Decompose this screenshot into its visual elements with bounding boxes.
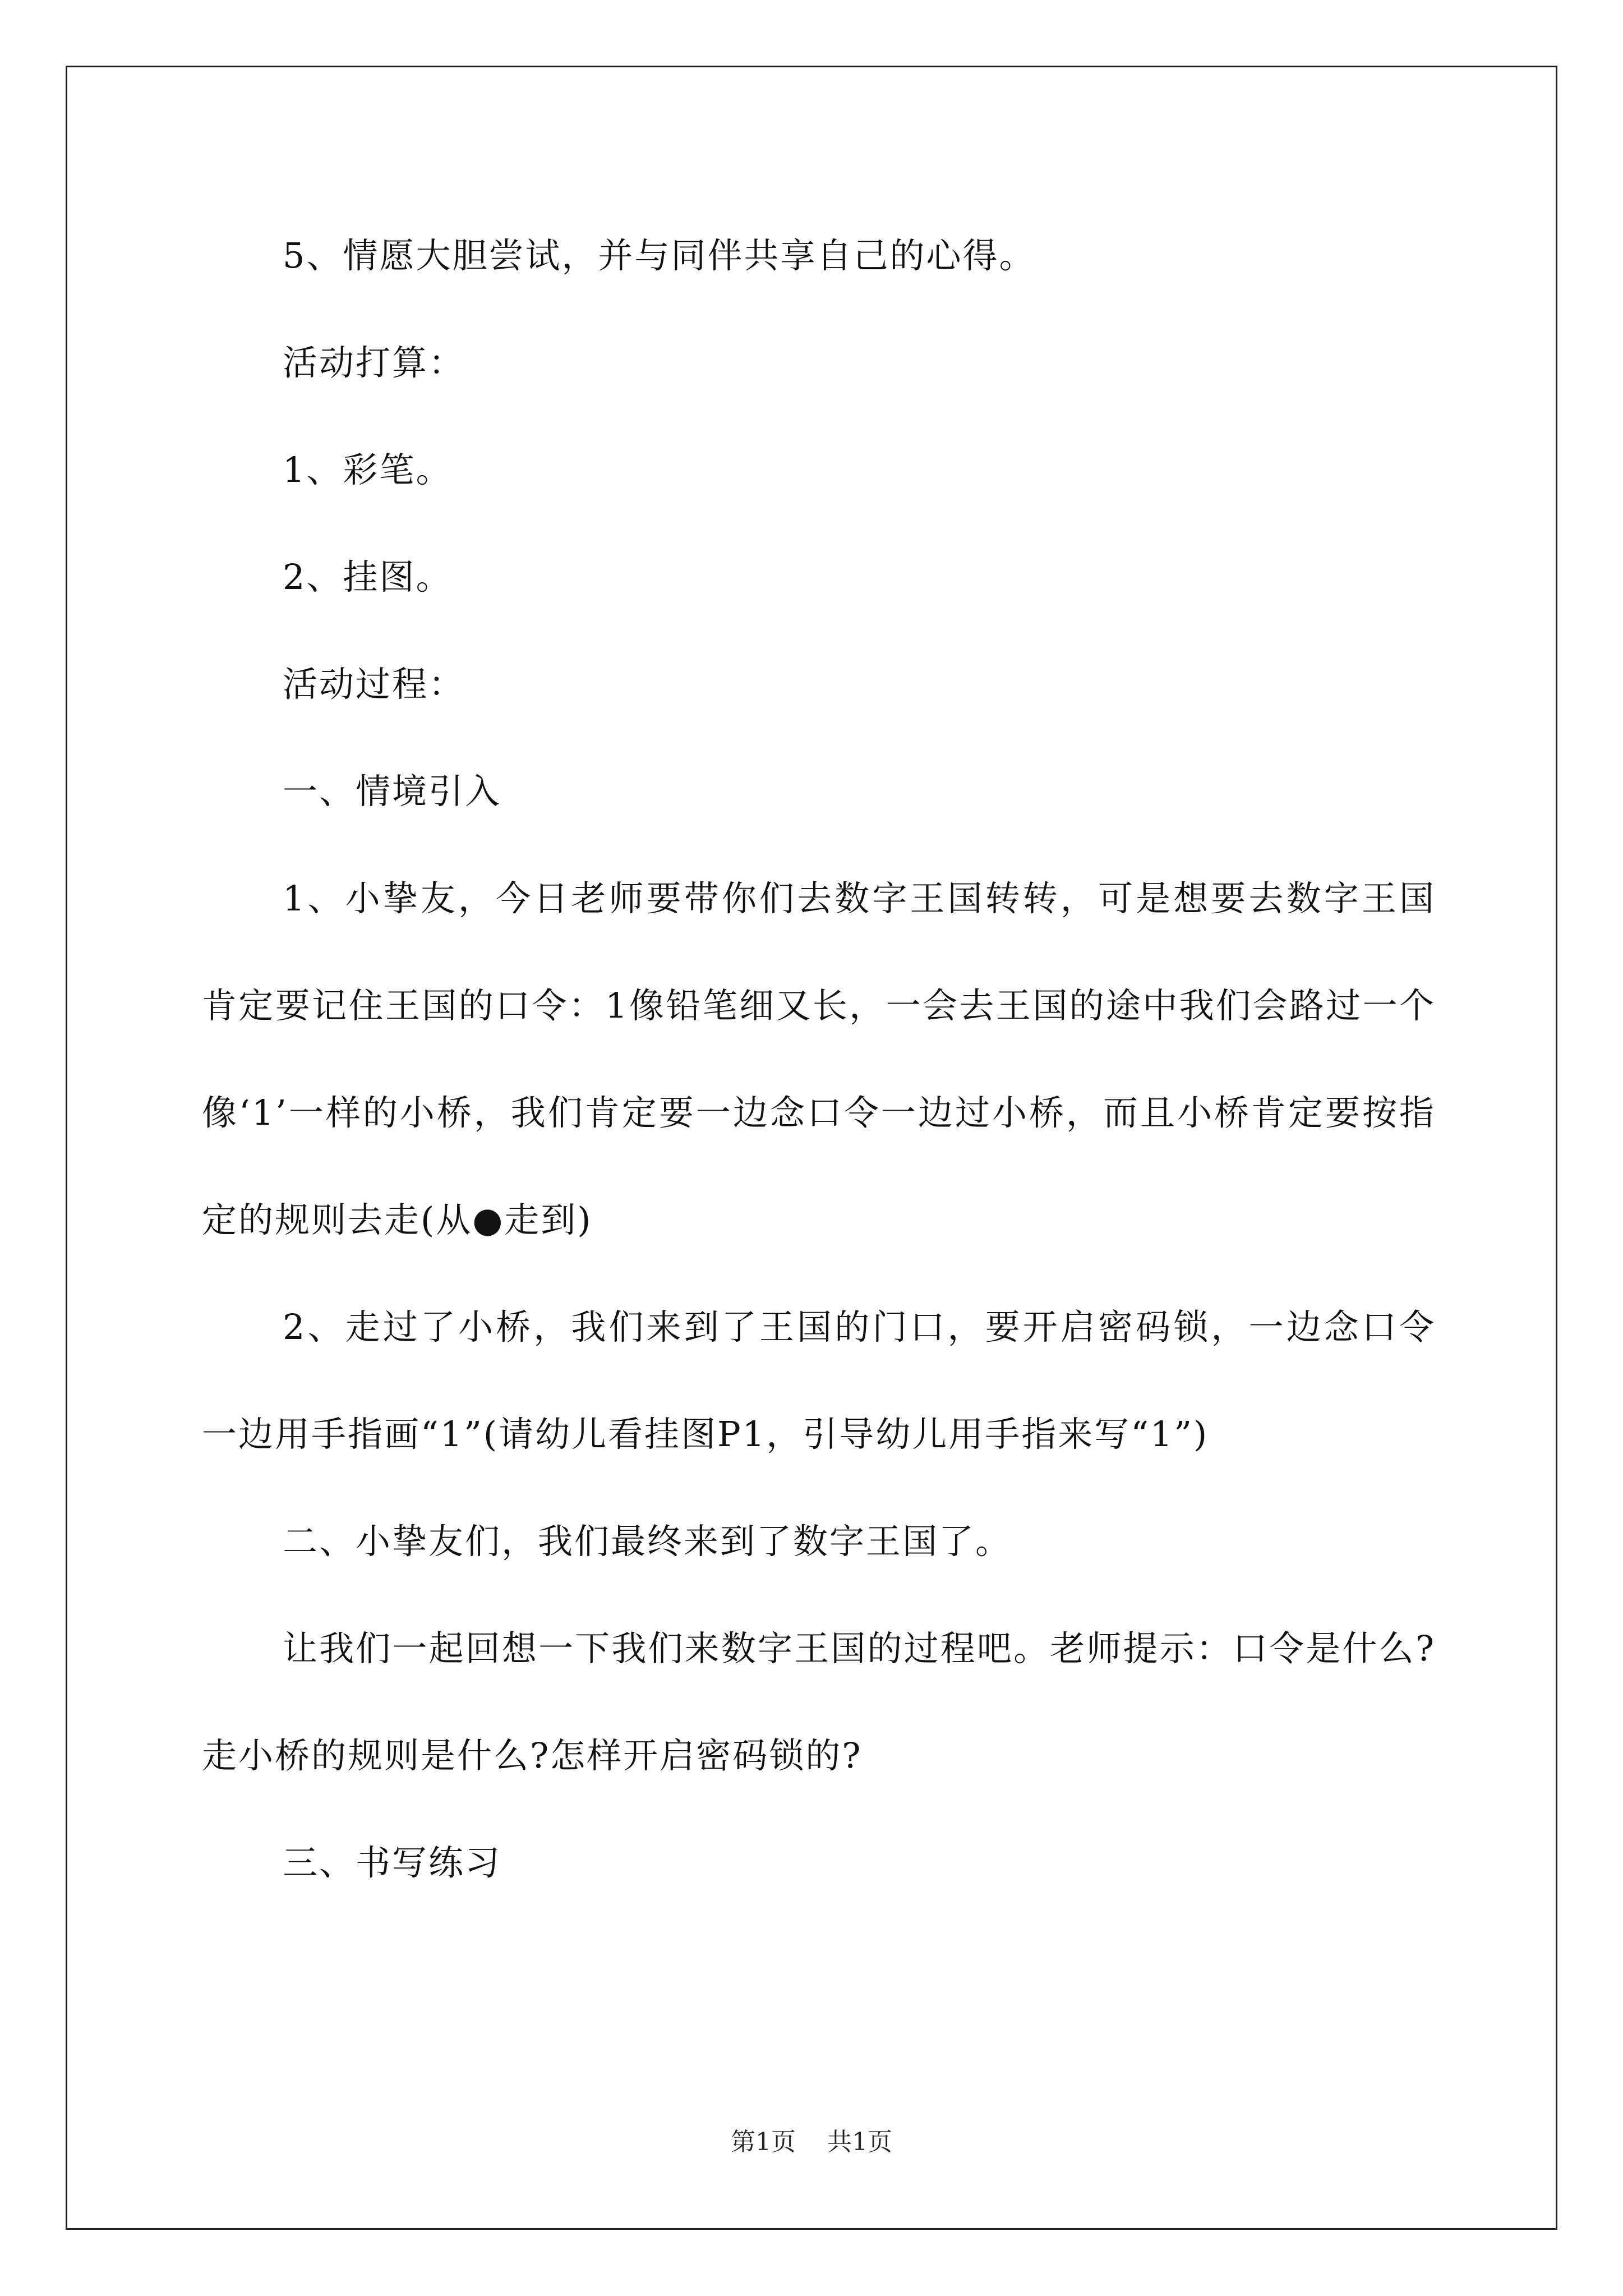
page-footer (0, 2122, 1623, 2157)
paragraph: 5、情愿大胆尝试，并与同伴共享自己的心得。 (283, 235, 1036, 276)
paragraph: 三、书写练习 (283, 1842, 502, 1883)
paragraph: 活动过程： (283, 664, 465, 705)
page-number: 第1页 (731, 2128, 796, 2156)
paragraph: 活动打算： (283, 342, 465, 383)
paragraph: 一、情境引入 (283, 771, 502, 812)
paragraph: 2、走过了小桥，我们来到了王国的门口，要开启密码锁，一边念口令一边用手指画“1”(请幼儿看挂图P1，引导幼儿用手指来写“1”) (202, 1306, 1436, 1455)
document-body (202, 202, 1436, 1916)
paragraph: 让我们一起回想一下我们来数字王国的过程吧。老师提示：口令是什么?走小桥的规则是什么?怎样开启密码锁的? (202, 1628, 1436, 1776)
paragraph: 2、挂图。 (283, 556, 453, 597)
paragraph: 二、小挚友们，我们最终来到了数字王国了。 (283, 1521, 1012, 1562)
paragraph: 1、彩笔。 (283, 449, 453, 490)
paragraph: 1、小挚友，今日老师要带你们去数字王国转转，可是想要去数字王国肯定要记住王国的口令：1像铅笔细又长，一会去王国的途中我们会路过一个像‘1’一样的小桥，我们肯定要一边念口令一边过小桥，而且小桥肯定要按指定的规则去走(从●走到) (202, 878, 1436, 1240)
page-total: 共1页 (827, 2128, 892, 2156)
